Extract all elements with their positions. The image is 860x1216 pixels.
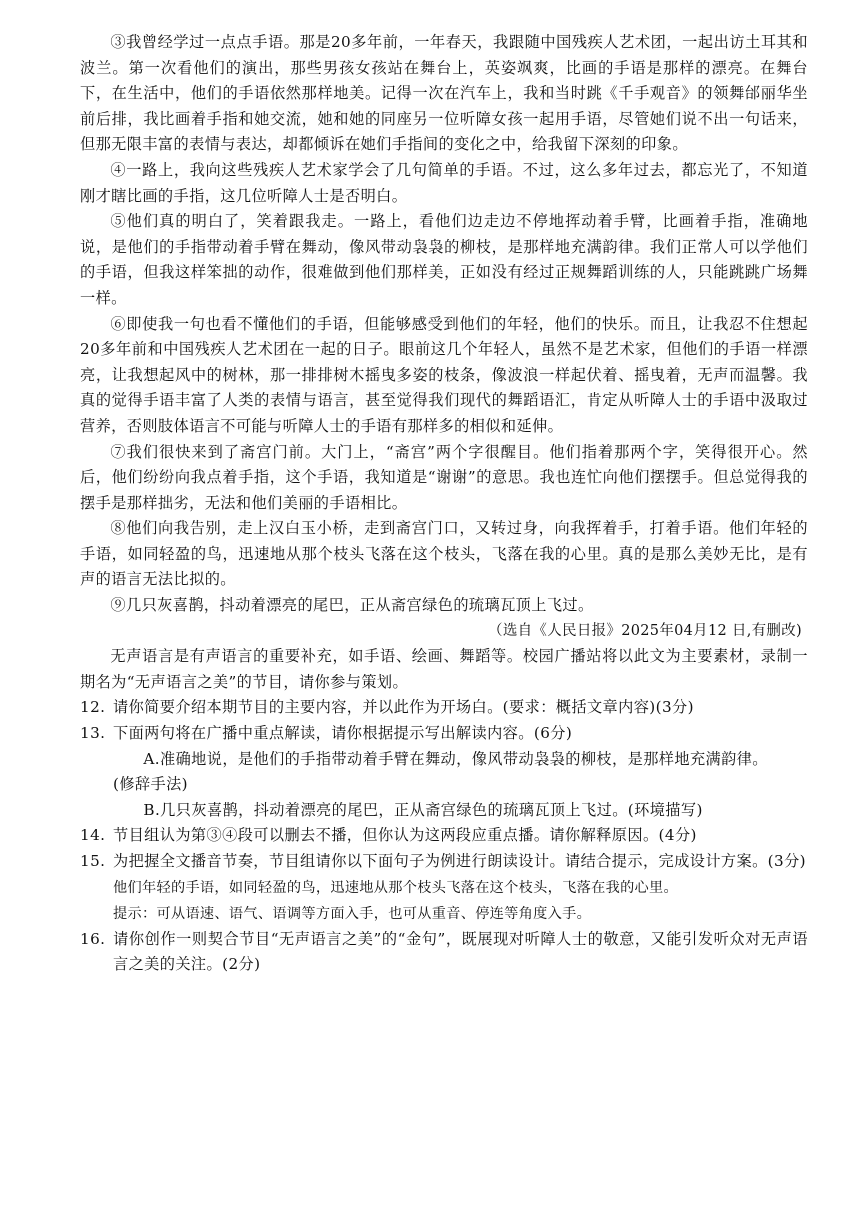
question-number: 16. xyxy=(80,929,106,948)
question-text: 下面两句将在广播中重点解读，请你根据提示写出解读内容。(6分) xyxy=(113,724,573,743)
question-13-option-a: A.准确地说，是他们的手指带动着手臂在舞动，像风带动袅袅的柳枝，是那样地充满韵律。 xyxy=(143,749,768,768)
question-13-option-b: B.几只灰喜鹊，抖动着漂亮的尾巴，正从斋宫绿色的琉璃瓦顶上飞过。(环境描写) xyxy=(143,800,703,819)
question-number: 15. xyxy=(80,852,106,870)
article-paragraph-9: ⑨几只灰喜鹊，抖动着漂亮的尾巴，正从斋宫绿色的琉璃瓦顶上飞过。 xyxy=(110,596,594,615)
question-text: 请你简要介绍本期节目的主要内容，并以此作为开场白。(要求：概括文章内容)(3分) xyxy=(113,698,694,717)
question-15-example-sentence: 他们年轻的手语，如同轻盈的鸟，迅速地从那个枝头飞落在这个枝头，飞落在我的心里。 xyxy=(113,879,679,896)
question-12 xyxy=(80,695,808,721)
question-15 xyxy=(80,849,808,875)
article-source: （选自《人民日报》2025年04月12 日,有删改) xyxy=(488,622,802,639)
question-13-option-a-hint: (修辞手法) xyxy=(113,775,189,794)
question-13 xyxy=(80,721,808,747)
task-intro: 无声语言是有声语言的重要补充，如手语、绘画、舞蹈等。校园广播站将以此文为主要素材，录制一期名为“无声语言之美”的节目，请你参与策划。 xyxy=(80,647,808,691)
question-number: 12. xyxy=(80,698,106,717)
question-number: 14. xyxy=(80,826,106,845)
question-15-hint: 提示：可从语速、语气、语调等方面入手，也可从重音、停连等角度入手。 xyxy=(113,905,592,922)
question-text: 为把握全文播音节奏，节目组请你以下面句子为例进行朗读设计。请结合提示，完成设计方案。(3分) xyxy=(113,852,806,870)
question-text: 节目组认为第③④段可以删去不播，但你认为这两段应重点播。请你解释原因。(4分) xyxy=(113,826,697,845)
article-paragraph-6: ⑥即使我一句也看不懂他们的手语，但能够感受到他们的年轻，他们的快乐。而且，让我忍不住想起20多年前和中国残疾人艺术团在一起的日子。眼前这几个年轻人，虽然不是艺术家，但他们的手语一样漂亮，让我想起风中的树林，那一排排树木摇曳多姿的枝条，像波浪一样起伏着、摇曳着，无声而温馨。我真的觉得手语丰富了人类的表情与语言，甚至觉得我们现代的舞蹈语汇，肯定从听障人士的手语中汲取过营养，否则肢体语言不可能与听障人士的手语有那样多的相似和延伸。 xyxy=(80,314,808,435)
question-text: 请你创作一则契合节目“无声语言之美”的“金句”，既展现对听障人士的敬意，又能引发听众对无声语言之美的关注。(2分) xyxy=(113,929,808,974)
article-paragraph-7: ⑦我们很快来到了斋宫门前。大门上，“斋宫”两个字很醒目。他们指着那两个字，笑得很开心。然后，他们纷纷向我点着手指，这个手语，我知道是“谢谢”的意思。我也连忙向他们摆摆手。但总觉得我的摆手是那样拙劣，无法和他们美丽的手语相比。 xyxy=(80,442,808,512)
article-paragraph-3: ③我曾经学过一点点手语。那是20多年前，一年春天，我跟随中国残疾人艺术团，一起出访土耳其和波兰。第一次看他们的演出，那些男孩女孩站在舞台上，英姿飒爽，比画的手语是那样的漂亮。在舞台下，在生活中，他们的手语依然那样地美。记得一次在汽车上，我和当时跳《千手观音》的领舞邰丽华坐前后排，我比画着手指和她交流，她和她的同座另一位听障女孩一起用手语，尽管她们说不出一句话来，但那无限丰富的表情与表达，却都倾诉在她们手指间的变化之中，给我留下深刻的印象。 xyxy=(80,33,808,154)
article-paragraph-5: ⑤他们真的明白了，笑着跟我走。一路上，看他们边走边不停地挥动着手臂，比画着手指，准确地说，是他们的手指带动着手臂在舞动，像风带动袅袅的柳枝，是那样地充满韵律。我们正常人可以学他们的手语，但我这样笨拙的动作，很难做到他们那样美，正如没有经过正规舞蹈训练的人，只能跳跳广场舞一样。 xyxy=(80,212,808,307)
question-number: 13. xyxy=(80,724,106,743)
article-paragraph-4: ④一路上，我向这些残疾人艺术家学会了几句简单的手语。不过，这么多年过去，都忘光了，不知道刚才瞎比画的手指，这几位听障人士是否明白。 xyxy=(80,160,808,205)
article-paragraph-8: ⑧他们向我告别，走上汉白玉小桥，走到斋宫门口，又转过身，向我挥着手，打着手语。他们年轻的手语，如同轻盈的鸟，迅速地从那个枝头飞落在这个枝头，飞落在我的心里。真的是那么美妙无比，是有声的语言无法比拟的。 xyxy=(80,519,808,589)
question-16 xyxy=(80,927,808,978)
question-14 xyxy=(80,823,808,849)
